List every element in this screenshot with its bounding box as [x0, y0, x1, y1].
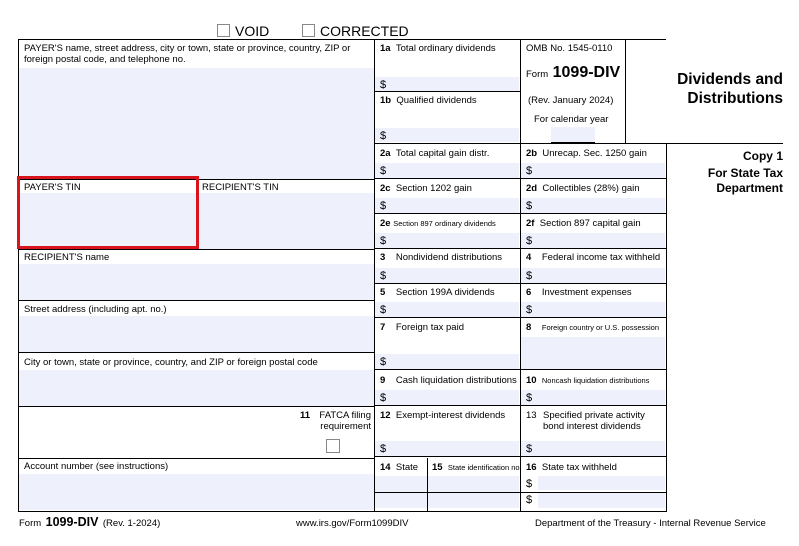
box-2d-input[interactable]: [521, 198, 665, 213]
box-11-number: 11: [300, 410, 311, 421]
box-2b-input[interactable]: [521, 163, 665, 178]
footer-form-prefix: Form: [19, 518, 42, 529]
form-prefix: Form: [526, 69, 549, 80]
city-label: City or town, state or province, country, and ZIP or foreign postal code: [24, 357, 318, 368]
box-2f-label: Section 897 capital gain: [539, 218, 641, 229]
box-14-number: 14: [380, 462, 391, 473]
box-9-label: Cash liquidation distributions: [395, 375, 517, 386]
box-7-dollar: $: [380, 356, 387, 368]
payer-input[interactable]: [19, 68, 374, 179]
payer-label: PAYER'S name, street address, city or town, state or province, country, ZIP or foreign postal code, and telephone no.: [24, 43, 351, 65]
box-2d-label: Collectibles (28%) gain: [542, 183, 640, 194]
void-label: VOID: [235, 23, 270, 39]
box-5-input[interactable]: [375, 302, 519, 317]
box-9-dollar: $: [380, 392, 387, 404]
recipient-tin-label: RECIPIENT'S TIN: [202, 182, 279, 193]
box-2c-input[interactable]: [375, 198, 519, 213]
box-2d-dollar: $: [526, 200, 533, 212]
box-2b-dollar: $: [526, 165, 533, 177]
box-10-label: Noncash liquidation distributions: [541, 376, 650, 385]
box-13-input[interactable]: [521, 441, 665, 456]
box-9-input[interactable]: [375, 390, 519, 405]
box-2e-number: 2e: [380, 218, 391, 229]
copy-sub2: Department: [716, 181, 783, 195]
omb-number: OMB No. 1545-0110: [526, 43, 613, 54]
box-1b-number: 1b: [380, 95, 392, 106]
box-2a-input[interactable]: [375, 163, 519, 178]
box-4-label: Federal income tax withheld: [541, 252, 661, 263]
payer-tin-highlight: [17, 176, 199, 249]
box-3-label: Nondividend distributions: [395, 252, 503, 263]
void-checkbox[interactable]: [217, 24, 230, 37]
box-4-dollar: $: [526, 270, 533, 282]
box-3-number: 3: [380, 252, 386, 263]
box-6-input[interactable]: [521, 302, 665, 317]
box-1a-number: 1a: [380, 43, 391, 54]
box-1b-input[interactable]: [375, 128, 519, 142]
calendar-year-label: For calendar year: [534, 114, 609, 125]
box-15-number: 15: [432, 462, 443, 473]
box-2f-number: 2f: [526, 218, 535, 229]
box-8-label: Foreign country or U.S. possession: [541, 323, 659, 332]
box-6-number: 6: [526, 287, 532, 298]
box-5-number: 5: [380, 287, 386, 298]
recipient-tin-input[interactable]: [198, 193, 374, 249]
box-2f-dollar: $: [526, 235, 533, 247]
box-16-number: 16: [526, 462, 537, 473]
box-2a-number: 2a: [380, 148, 391, 159]
fatca-checkbox[interactable]: [326, 439, 340, 453]
box-14-input[interactable]: [375, 476, 427, 492]
box-4-input[interactable]: [521, 268, 665, 283]
box-1b-label: Qualified dividends: [396, 95, 477, 106]
box-2c-number: 2c: [380, 183, 391, 194]
box-6-dollar: $: [526, 304, 533, 316]
box-14-input-2[interactable]: [375, 493, 427, 508]
box-5-dollar: $: [380, 304, 387, 316]
box-2b-label: Unrecap. Sec. 1250 gain: [542, 148, 647, 159]
box-10-dollar: $: [526, 392, 533, 404]
box-10-input[interactable]: [521, 390, 665, 405]
street-label: Street address (including apt. no.): [24, 304, 167, 315]
box-2f-input[interactable]: [521, 233, 665, 248]
fatca-label: FATCA filing requirement: [319, 410, 371, 432]
corrected-checkbox[interactable]: [302, 24, 315, 37]
box-12-label: Exempt-interest dividends: [395, 410, 506, 421]
footer-form-name: 1099-DIV: [45, 515, 99, 529]
recipient-name-label: RECIPIENT'S name: [24, 252, 110, 263]
box-5-label: Section 199A dividends: [395, 287, 495, 298]
copy-title: Copy 1: [742, 149, 783, 163]
box-16-label: State tax withheld: [541, 462, 617, 473]
box-16-input-2[interactable]: [538, 493, 665, 508]
corrected-label: CORRECTED: [320, 23, 409, 39]
box-2e-label: Section 897 ordinary dividends: [393, 219, 496, 228]
box-8-input[interactable]: [521, 337, 665, 369]
box-2e-dollar: $: [380, 235, 387, 247]
account-label: Account number (see instructions): [24, 461, 169, 472]
box-16-input[interactable]: [538, 476, 665, 490]
form-revision: (Rev. January 2024): [528, 95, 614, 106]
box-7-label: Foreign tax paid: [395, 322, 464, 333]
box-3-input[interactable]: [375, 268, 519, 283]
box-14-label: State: [395, 462, 419, 473]
city-input[interactable]: [19, 370, 374, 406]
footer-url: www.irs.gov/Form1099DIV: [296, 518, 409, 529]
footer-department: Department of the Treasury - Internal Revenue Service: [535, 518, 766, 529]
box-7-number: 7: [380, 322, 386, 333]
box-12-dollar: $: [380, 443, 387, 455]
footer-revision: (Rev. 1-2024): [102, 518, 161, 529]
box-13-dollar: $: [526, 443, 533, 455]
box-4-number: 4: [526, 252, 532, 263]
box-10-number: 10: [526, 375, 537, 386]
box-7-input[interactable]: [375, 354, 519, 369]
box-15-input-2[interactable]: [428, 493, 519, 508]
street-input[interactable]: [19, 316, 374, 352]
box-16-dollar-2: $: [526, 494, 533, 506]
recipient-name-input[interactable]: [19, 264, 374, 300]
box-2a-label: Total capital gain distr.: [395, 148, 490, 159]
account-input[interactable]: [19, 474, 374, 510]
box-15-label: State identification no.: [447, 463, 522, 472]
box-2c-dollar: $: [380, 200, 387, 212]
box-2a-dollar: $: [380, 165, 387, 177]
calendar-year-input[interactable]: [551, 127, 595, 142]
box-1a-input[interactable]: [375, 77, 519, 91]
box-12-number: 12: [380, 410, 391, 421]
payer-tin-label: PAYER'S TIN: [24, 182, 81, 193]
box-2e-input[interactable]: [375, 233, 519, 248]
box-1b-dollar: $: [380, 130, 387, 142]
box-6-label: Investment expenses: [541, 287, 632, 298]
box-1a-dollar: $: [380, 79, 387, 91]
box-1a-label: Total ordinary dividends: [395, 43, 496, 54]
copy-sub1: For State Tax: [707, 166, 783, 180]
box-3-dollar: $: [380, 270, 387, 282]
box-2b-number: 2b: [526, 148, 538, 159]
form-title-line2: Distributions: [687, 90, 783, 107]
box-8-number: 8: [526, 322, 532, 333]
box-2c-label: Section 1202 gain: [395, 183, 472, 194]
box-13-number: 13: [526, 410, 537, 421]
box-15-input[interactable]: [428, 476, 519, 492]
box-16-dollar: $: [526, 478, 533, 490]
box-2d-number: 2d: [526, 183, 538, 194]
form-title-line1: Dividends and: [677, 71, 783, 88]
box-13-label: Specified private activity bond interest dividends: [543, 410, 645, 432]
box-9-number: 9: [380, 375, 386, 386]
form-name: 1099-DIV: [552, 64, 621, 81]
box-12-input[interactable]: [375, 441, 519, 456]
